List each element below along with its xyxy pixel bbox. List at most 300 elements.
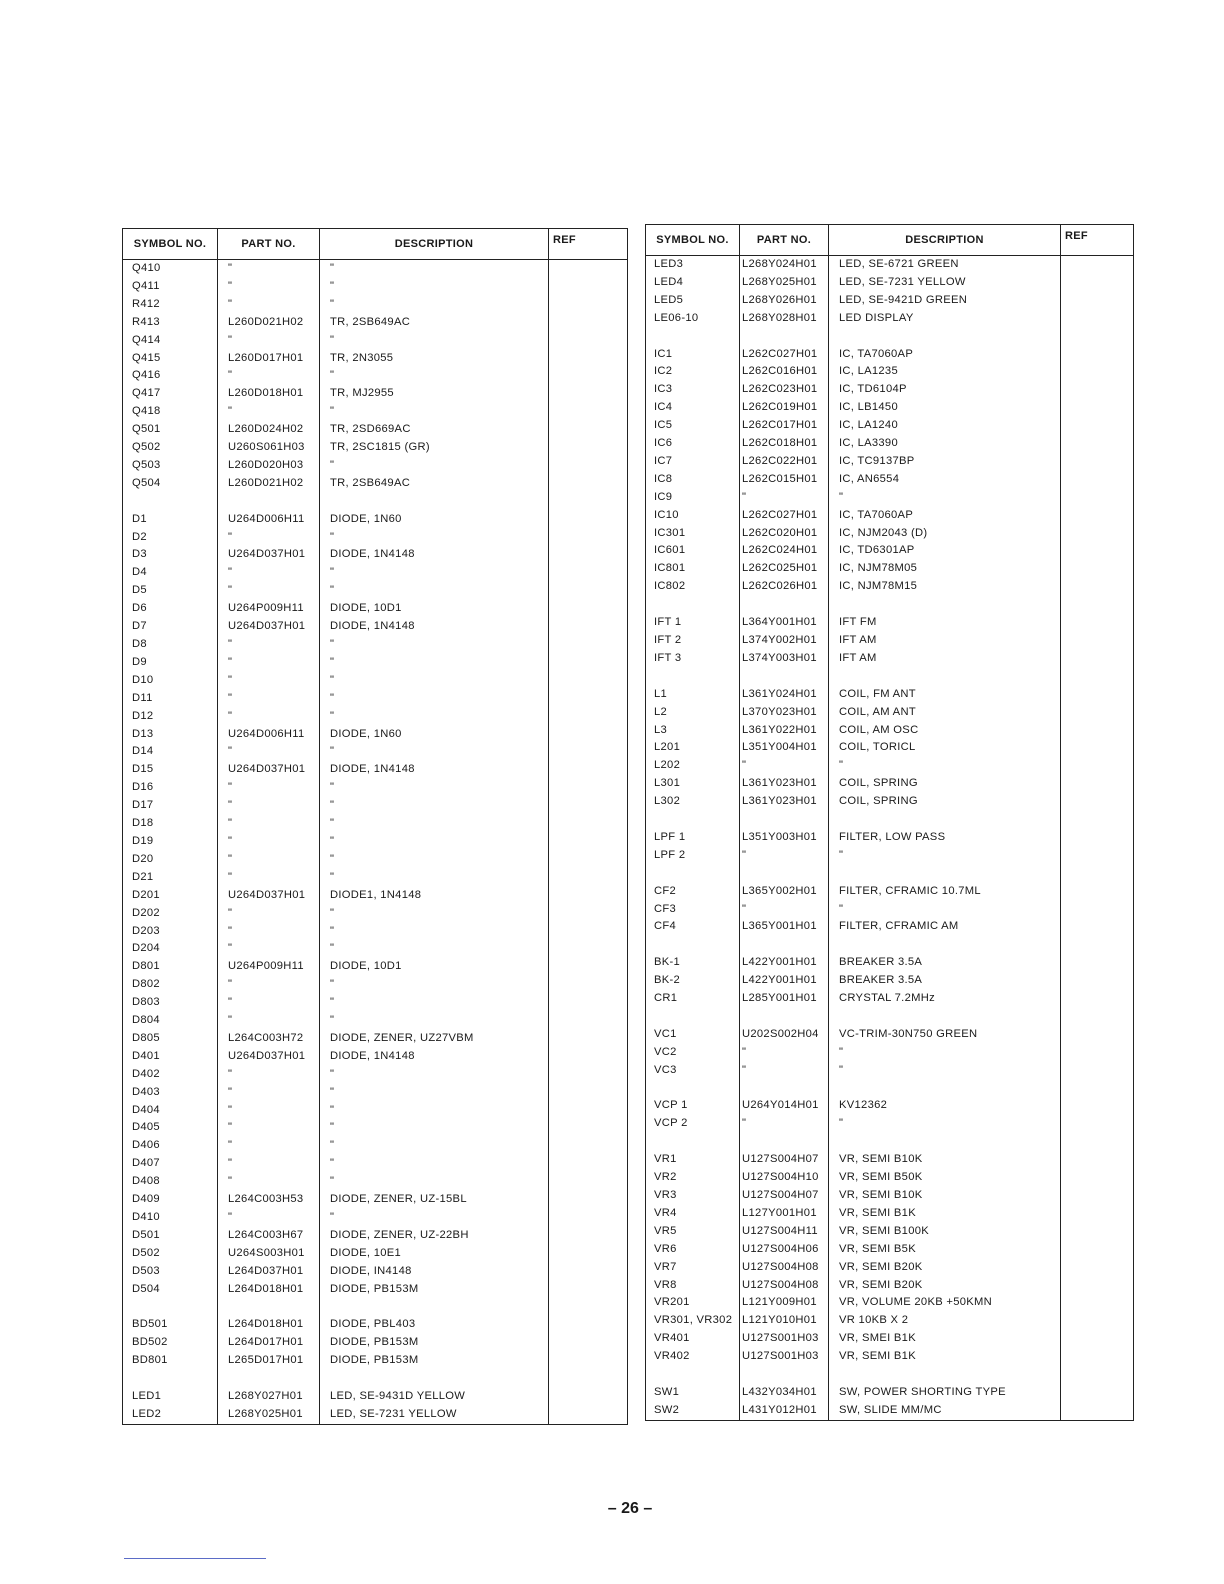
table-row — [646, 1330, 1134, 1348]
symbol-cell: SW2 — [646, 1402, 740, 1420]
part-cell: L127Y001H01 — [740, 1205, 829, 1223]
ref-cell — [1061, 650, 1134, 668]
table-row — [123, 743, 628, 761]
ref-cell — [549, 1316, 628, 1334]
ref-cell — [1061, 722, 1134, 740]
description-cell: FILTER, CFRAMIC AM — [829, 918, 1061, 936]
part-cell: " — [218, 905, 320, 923]
symbol-cell: D17 — [123, 797, 218, 815]
ref-cell — [549, 994, 628, 1012]
table-row — [123, 869, 628, 887]
description-cell: TR, MJ2955 — [320, 385, 549, 403]
table-row — [646, 596, 1134, 614]
ref-cell — [549, 690, 628, 708]
description-cell: VR, SMEI B1K — [829, 1330, 1061, 1348]
table-row — [123, 475, 628, 493]
part-cell: " — [740, 757, 829, 775]
description-cell: " — [320, 1119, 549, 1137]
table-row — [646, 453, 1134, 471]
ref-cell — [549, 350, 628, 368]
part-cell: U127S004H07 — [740, 1151, 829, 1169]
part-cell: L262C023H01 — [740, 381, 829, 399]
ref-cell — [549, 1245, 628, 1263]
description-cell: " — [320, 976, 549, 994]
part-cell: " — [218, 1102, 320, 1120]
part-cell: U264P009H11 — [218, 958, 320, 976]
part-cell — [740, 811, 829, 829]
description-cell: LED, SE-9421D GREEN — [829, 292, 1061, 310]
ref-cell — [549, 1352, 628, 1370]
symbol-cell — [646, 936, 740, 954]
description-cell — [829, 1008, 1061, 1026]
description-cell: COIL, SPRING — [829, 793, 1061, 811]
description-cell: " — [320, 1137, 549, 1155]
symbol-cell: IC9 — [646, 489, 740, 507]
symbol-cell: D503 — [123, 1263, 218, 1281]
part-cell: U264D037H01 — [218, 887, 320, 905]
symbol-cell: L2 — [646, 704, 740, 722]
part-cell: " — [218, 529, 320, 547]
part-cell: L268Y027H01 — [218, 1388, 320, 1406]
right-header-row — [646, 225, 1134, 256]
ref-cell — [549, 1012, 628, 1030]
part-cell: L264C003H67 — [218, 1227, 320, 1245]
part-cell: " — [218, 1137, 320, 1155]
symbol-cell: VR6 — [646, 1241, 740, 1259]
ref-cell — [549, 1084, 628, 1102]
description-cell: LED, SE-7231 YELLOW — [320, 1406, 549, 1424]
description-cell: " — [320, 332, 549, 350]
ref-cell — [1061, 918, 1134, 936]
ref-cell — [1061, 399, 1134, 417]
symbol-cell: IC6 — [646, 435, 740, 453]
symbol-cell: D7 — [123, 618, 218, 636]
table-row — [123, 1137, 628, 1155]
part-cell: U127S004H07 — [740, 1187, 829, 1205]
part-cell: U264D006H11 — [218, 511, 320, 529]
ref-cell — [1061, 793, 1134, 811]
description-cell: " — [320, 457, 549, 475]
part-cell: L264D018H01 — [218, 1316, 320, 1334]
ref-cell — [549, 511, 628, 529]
table-row — [123, 726, 628, 744]
table-row — [646, 811, 1134, 829]
part-cell — [740, 328, 829, 346]
symbol-cell: D1 — [123, 511, 218, 529]
description-cell — [829, 668, 1061, 686]
part-cell: " — [218, 260, 320, 278]
part-cell: L260D024H02 — [218, 421, 320, 439]
part-cell: U127S004H10 — [740, 1169, 829, 1187]
table-row — [123, 1119, 628, 1137]
description-cell: VR, SEMI B10K — [829, 1151, 1061, 1169]
table-row — [123, 708, 628, 726]
part-cell — [740, 865, 829, 883]
ref-cell — [1061, 936, 1134, 954]
symbol-cell: D6 — [123, 600, 218, 618]
symbol-cell: VR1 — [646, 1151, 740, 1169]
table-row — [646, 578, 1134, 596]
table-row — [646, 525, 1134, 543]
table-row — [123, 654, 628, 672]
ref-cell — [1061, 292, 1134, 310]
part-cell: U264P009H11 — [218, 600, 320, 618]
symbol-cell: Q416 — [123, 367, 218, 385]
ref-cell — [549, 636, 628, 654]
table-row — [123, 690, 628, 708]
table-row — [123, 1263, 628, 1281]
description-cell: IC, TA7060AP — [829, 346, 1061, 364]
part-cell: L262C024H01 — [740, 542, 829, 560]
ref-cell — [1061, 757, 1134, 775]
table-row — [123, 1299, 628, 1317]
part-cell: " — [740, 901, 829, 919]
table-row — [646, 560, 1134, 578]
symbol-cell: IC301 — [646, 525, 740, 543]
part-cell: L351Y004H01 — [740, 739, 829, 757]
symbol-cell: SW1 — [646, 1384, 740, 1402]
table-row — [646, 471, 1134, 489]
ref-cell — [1061, 1384, 1134, 1402]
table-row — [123, 296, 628, 314]
table-row — [123, 529, 628, 547]
description-cell: " — [320, 833, 549, 851]
symbol-cell: IC3 — [646, 381, 740, 399]
description-cell: " — [320, 779, 549, 797]
left-header-row — [123, 229, 628, 260]
ref-cell — [549, 457, 628, 475]
symbol-cell: LE06-10 — [646, 310, 740, 328]
description-cell: DIODE, ZENER, UZ-22BH — [320, 1227, 549, 1245]
ref-cell — [1061, 632, 1134, 650]
description-cell: IFT FM — [829, 614, 1061, 632]
ref-cell — [1061, 1151, 1134, 1169]
table-row — [646, 722, 1134, 740]
part-cell: L374Y003H01 — [740, 650, 829, 668]
description-cell: " — [829, 489, 1061, 507]
part-cell: U264D006H11 — [218, 726, 320, 744]
table-row — [646, 775, 1134, 793]
description-cell: DIODE, 10E1 — [320, 1245, 549, 1263]
part-cell: L361Y024H01 — [740, 686, 829, 704]
table-row — [646, 972, 1134, 990]
table-row — [123, 403, 628, 421]
part-cell: L268Y026H01 — [740, 292, 829, 310]
description-cell: " — [320, 278, 549, 296]
ref-cell — [549, 1030, 628, 1048]
symbol-cell: D803 — [123, 994, 218, 1012]
ref-cell — [549, 385, 628, 403]
description-cell: DIODE, 10D1 — [320, 958, 549, 976]
symbol-cell: D13 — [123, 726, 218, 744]
description-cell: " — [320, 636, 549, 654]
description-cell: " — [320, 923, 549, 941]
symbol-header: SYMBOL NO. — [646, 225, 740, 256]
description-cell: " — [320, 672, 549, 690]
symbol-cell: D805 — [123, 1030, 218, 1048]
ref-cell — [1061, 883, 1134, 901]
ref-cell — [549, 815, 628, 833]
description-cell — [829, 1366, 1061, 1384]
part-cell: " — [218, 797, 320, 815]
description-cell: IC, TA7060AP — [829, 507, 1061, 525]
symbol-cell: L201 — [646, 739, 740, 757]
description-cell: LED, SE-6721 GREEN — [829, 256, 1061, 274]
description-header: DESCRIPTION — [320, 229, 549, 260]
table-row — [646, 256, 1134, 274]
ref-cell — [1061, 1008, 1134, 1026]
table-row — [646, 918, 1134, 936]
ref-cell — [1061, 739, 1134, 757]
ref-cell — [1061, 435, 1134, 453]
description-cell: " — [320, 869, 549, 887]
description-cell: DIODE, PB153M — [320, 1352, 549, 1370]
symbol-cell: D204 — [123, 940, 218, 958]
ref-cell — [549, 564, 628, 582]
part-cell: " — [740, 489, 829, 507]
description-cell: " — [320, 1209, 549, 1227]
part-cell: U127S001H03 — [740, 1348, 829, 1366]
part-cell: L431Y012H01 — [740, 1402, 829, 1420]
table-row — [646, 1259, 1134, 1277]
part-cell — [740, 1008, 829, 1026]
description-cell: " — [320, 1102, 549, 1120]
part-cell — [740, 596, 829, 614]
part-cell: U264D037H01 — [218, 1048, 320, 1066]
part-cell: U264D037H01 — [218, 546, 320, 564]
table-row — [646, 292, 1134, 310]
symbol-cell: LED1 — [123, 1388, 218, 1406]
symbol-cell: IC5 — [646, 417, 740, 435]
ref-cell — [549, 976, 628, 994]
table-row — [646, 901, 1134, 919]
ref-cell — [1061, 560, 1134, 578]
ref-cell — [549, 1370, 628, 1388]
description-cell: " — [320, 851, 549, 869]
table-row — [646, 883, 1134, 901]
part-cell: U127S004H08 — [740, 1277, 829, 1295]
symbol-cell: Q418 — [123, 403, 218, 421]
table-row — [646, 274, 1134, 292]
symbol-cell: Q501 — [123, 421, 218, 439]
ref-cell — [549, 940, 628, 958]
description-cell: TR, 2SB649AC — [320, 314, 549, 332]
symbol-header: SYMBOL NO. — [123, 229, 218, 260]
part-cell: " — [218, 582, 320, 600]
part-cell: L264D018H01 — [218, 1281, 320, 1299]
part-header: PART NO. — [740, 225, 829, 256]
symbol-cell: Q502 — [123, 439, 218, 457]
symbol-cell: BD502 — [123, 1334, 218, 1352]
part-cell: L262C015H01 — [740, 471, 829, 489]
symbol-cell: Q414 — [123, 332, 218, 350]
symbol-cell: D201 — [123, 887, 218, 905]
table-row — [646, 632, 1134, 650]
table-row — [646, 1133, 1134, 1151]
table-row — [123, 1102, 628, 1120]
description-cell: VC-TRIM-30N750 GREEN — [829, 1026, 1061, 1044]
table-row — [123, 546, 628, 564]
ref-cell — [549, 1299, 628, 1317]
table-row — [646, 363, 1134, 381]
description-cell: VR, SEMI B1K — [829, 1348, 1061, 1366]
description-cell: " — [320, 296, 549, 314]
part-cell: L264C003H53 — [218, 1191, 320, 1209]
part-cell: " — [218, 923, 320, 941]
table-row — [646, 1151, 1134, 1169]
symbol-cell: IC8 — [646, 471, 740, 489]
symbol-cell — [646, 865, 740, 883]
description-cell: " — [320, 940, 549, 958]
description-cell: DIODE, 10D1 — [320, 600, 549, 618]
symbol-cell: BK-1 — [646, 954, 740, 972]
part-cell: L262C018H01 — [740, 435, 829, 453]
ref-cell — [1061, 1205, 1134, 1223]
description-cell: SW, POWER SHORTING TYPE — [829, 1384, 1061, 1402]
table-row — [123, 797, 628, 815]
part-cell — [218, 493, 320, 511]
ref-cell — [1061, 1115, 1134, 1133]
part-cell: " — [218, 296, 320, 314]
description-cell: DIODE, PB153M — [320, 1281, 549, 1299]
ref-cell — [549, 367, 628, 385]
ref-cell — [1061, 381, 1134, 399]
part-cell: U127S004H06 — [740, 1241, 829, 1259]
symbol-cell: Q410 — [123, 260, 218, 278]
ref-cell — [1061, 417, 1134, 435]
ref-cell — [1061, 1277, 1134, 1295]
symbol-cell: D2 — [123, 529, 218, 547]
description-cell: LED DISPLAY — [829, 310, 1061, 328]
symbol-cell: Q417 — [123, 385, 218, 403]
ref-cell — [1061, 901, 1134, 919]
part-cell: L260D021H02 — [218, 475, 320, 493]
description-cell: IC, LA3390 — [829, 435, 1061, 453]
ref-header: REF — [549, 229, 628, 260]
ref-cell — [549, 1119, 628, 1137]
ref-cell — [549, 869, 628, 887]
symbol-cell: VCP 1 — [646, 1097, 740, 1115]
symbol-cell: D12 — [123, 708, 218, 726]
part-cell: L374Y002H01 — [740, 632, 829, 650]
part-cell: L121Y009H01 — [740, 1294, 829, 1312]
part-cell: " — [218, 851, 320, 869]
description-cell — [829, 596, 1061, 614]
description-cell: " — [829, 1044, 1061, 1062]
symbol-cell: D409 — [123, 1191, 218, 1209]
symbol-cell: LED2 — [123, 1406, 218, 1424]
symbol-cell: VR301, VR302 — [646, 1312, 740, 1330]
table-row — [646, 1294, 1134, 1312]
ref-cell — [549, 1173, 628, 1191]
table-row — [123, 1173, 628, 1191]
symbol-cell: VR401 — [646, 1330, 740, 1348]
ref-cell — [549, 332, 628, 350]
table-row — [646, 1205, 1134, 1223]
table-row — [123, 1245, 628, 1263]
ref-cell — [549, 296, 628, 314]
table-row — [646, 668, 1134, 686]
ref-cell — [1061, 363, 1134, 381]
ref-cell — [549, 1191, 628, 1209]
symbol-cell: VC1 — [646, 1026, 740, 1044]
ref-cell — [1061, 1062, 1134, 1080]
symbol-cell: LED3 — [646, 256, 740, 274]
ref-cell — [549, 314, 628, 332]
part-cell: " — [218, 743, 320, 761]
description-cell: DIODE, ZENER, UZ-15BL — [320, 1191, 549, 1209]
symbol-cell: CR1 — [646, 990, 740, 1008]
symbol-cell: R413 — [123, 314, 218, 332]
ref-cell — [1061, 1294, 1134, 1312]
ref-cell — [549, 905, 628, 923]
footer-rule — [124, 1558, 266, 1559]
symbol-cell: D19 — [123, 833, 218, 851]
symbol-cell: D4 — [123, 564, 218, 582]
ref-cell — [549, 779, 628, 797]
ref-cell — [549, 708, 628, 726]
symbol-cell: D11 — [123, 690, 218, 708]
part-cell: L264D017H01 — [218, 1334, 320, 1352]
part-cell: " — [218, 994, 320, 1012]
ref-cell — [549, 475, 628, 493]
part-cell: " — [218, 1209, 320, 1227]
ref-cell — [549, 278, 628, 296]
symbol-cell: VR201 — [646, 1294, 740, 1312]
ref-cell — [549, 833, 628, 851]
description-cell: DIODE, IN4148 — [320, 1263, 549, 1281]
part-cell: U260S061H03 — [218, 439, 320, 457]
part-cell: L262C020H01 — [740, 525, 829, 543]
description-cell: " — [320, 1173, 549, 1191]
right-parts-table — [645, 224, 1134, 1421]
ref-cell — [549, 618, 628, 636]
ref-cell — [1061, 1402, 1134, 1420]
symbol-cell: LPF 2 — [646, 847, 740, 865]
description-cell — [320, 1370, 549, 1388]
table-row — [646, 739, 1134, 757]
description-cell: " — [829, 757, 1061, 775]
symbol-cell: D801 — [123, 958, 218, 976]
symbol-cell: IC2 — [646, 363, 740, 381]
ref-cell — [1061, 489, 1134, 507]
table-row — [123, 761, 628, 779]
symbol-cell: D407 — [123, 1155, 218, 1173]
symbol-cell — [646, 1366, 740, 1384]
symbol-cell: D401 — [123, 1048, 218, 1066]
symbol-cell: CF4 — [646, 918, 740, 936]
part-cell: L268Y024H01 — [740, 256, 829, 274]
table-row — [123, 493, 628, 511]
table-row — [646, 757, 1134, 775]
ref-cell — [549, 1263, 628, 1281]
ref-cell — [1061, 1241, 1134, 1259]
description-cell — [829, 328, 1061, 346]
description-header: DESCRIPTION — [829, 225, 1061, 256]
ref-cell — [549, 672, 628, 690]
description-cell: TR, 2N3055 — [320, 350, 549, 368]
description-cell: FILTER, LOW PASS — [829, 829, 1061, 847]
table-row — [646, 489, 1134, 507]
part-cell: U127S004H08 — [740, 1259, 829, 1277]
table-row — [123, 278, 628, 296]
ref-cell — [1061, 972, 1134, 990]
symbol-cell: BD801 — [123, 1352, 218, 1370]
symbol-cell: L301 — [646, 775, 740, 793]
part-cell: U264D037H01 — [218, 761, 320, 779]
description-cell: DIODE, 1N60 — [320, 726, 549, 744]
symbol-cell: D408 — [123, 1173, 218, 1191]
